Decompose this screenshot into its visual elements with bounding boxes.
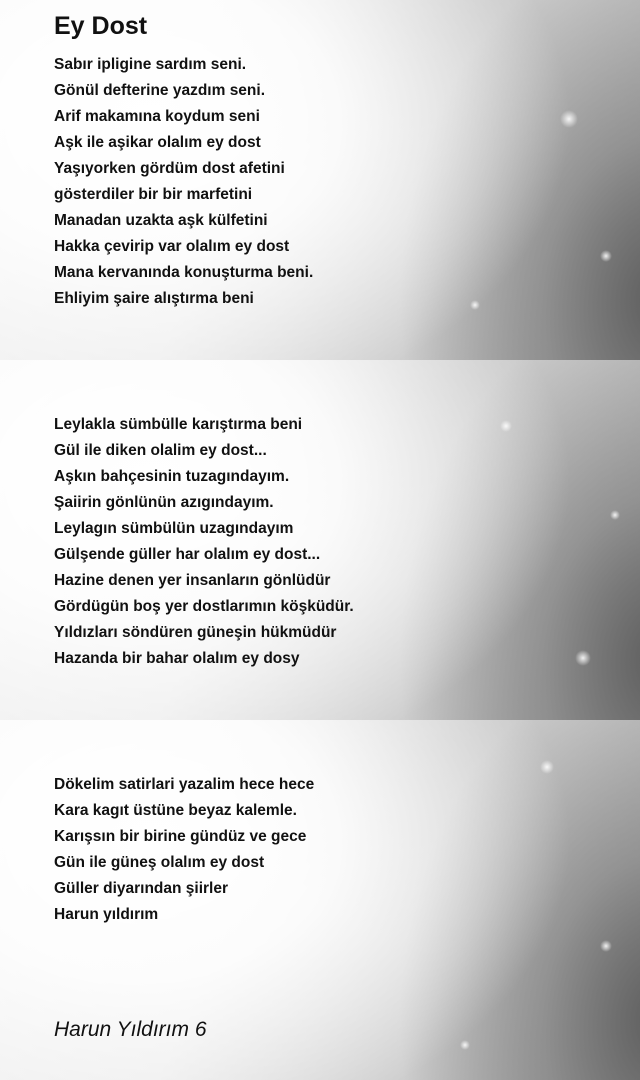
poem-line: Şaiirin gönlünün azıgındayım. (54, 494, 274, 511)
stanza-3 (54, 772, 314, 928)
poem-line: Leylakla sümbülle karıştırma beni (54, 416, 303, 433)
poem-panel-3 (0, 720, 640, 1080)
poem-line: Gönül defterine yazdım seni. (54, 82, 266, 99)
poem-line: Aşkın bahçesinin tuzagındayım. (54, 468, 290, 485)
poem-line: Hazine denen yer insanların gönlüdür (54, 572, 331, 589)
poem-line: gösterdiler bir bir marfetini (54, 186, 253, 203)
poem-line: Aşk ile aşikar olalım ey dost (54, 134, 261, 151)
poem-title: Ey Dost (54, 12, 148, 40)
poem-line: Arif makamına koydum seni (54, 108, 260, 125)
sparkle-decoration (600, 940, 612, 952)
sparkle-decoration (540, 760, 554, 774)
sparkle-decoration (575, 650, 591, 666)
poem-line: Harun yıldırım (54, 906, 159, 923)
poem-line: Yaşıyorken gördüm dost afetini (54, 160, 285, 177)
sparkle-decoration (470, 300, 480, 310)
poem-line: Ehliyim şaire alıştırma beni (54, 290, 254, 307)
stanza-2 (54, 412, 354, 672)
sparkle-decoration (560, 110, 578, 128)
poem-line: Leylagın sümbülün uzagındayım (54, 520, 294, 537)
poem-line: Mana kervanında konuşturma beni. (54, 264, 314, 281)
poem-line: Gördügün boş yer dostlarımın köşküdür. (54, 598, 354, 615)
poem-line: Dökelim satirlari yazalim hece hece (54, 776, 315, 793)
sparkle-decoration (500, 420, 512, 432)
stanza-1 (54, 52, 313, 312)
poem-line: Gün ile güneş olalım ey dost (54, 854, 265, 871)
poem-line: Güller diyarından şiirler (54, 880, 229, 897)
poem-panel-1 (0, 0, 640, 360)
sparkle-decoration (460, 1040, 470, 1050)
poem-line: Gül ile diken olalim ey dost... (54, 442, 267, 459)
author-signature: Harun Yıldırım 6 (54, 1018, 207, 1041)
sparkle-decoration (600, 250, 612, 262)
poem-line: Karışsın bir birine gündüz ve gece (54, 828, 307, 845)
poem-line: Hazanda bir bahar olalım ey dosy (54, 650, 300, 667)
sparkle-decoration (610, 510, 620, 520)
poem-line: Gülşende güller har olalım ey dost... (54, 546, 321, 563)
poem-line: Manadan uzakta aşk külfetini (54, 212, 268, 229)
poem-line: Hakka çevirip var olalım ey dost (54, 238, 290, 255)
poem-panel-2 (0, 360, 640, 720)
poem-line: Sabır ipligine sardım seni. (54, 56, 247, 73)
poem-line: Yıldızları söndüren güneşin hükmüdür (54, 624, 337, 641)
poem-line: Kara kagıt üstüne beyaz kalemle. (54, 802, 297, 819)
